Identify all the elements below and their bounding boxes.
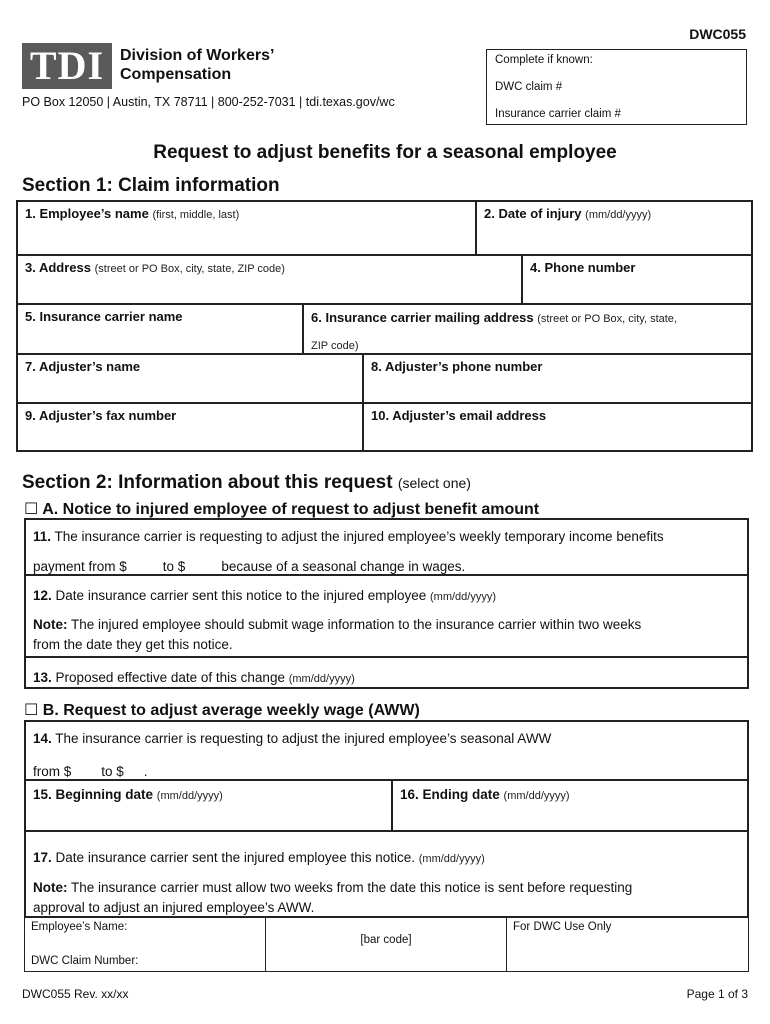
field-13[interactable]: 13. Proposed effective date of this change (mm/dd/yyyy) xyxy=(33,670,355,685)
note-a: Note: The injured employee should submit wage information to the insurance carrier within two weeks xyxy=(33,617,642,632)
form-number: DWC055 xyxy=(689,26,746,42)
address-field[interactable]: 3. Address (street or PO Box, city, state, ZIP code) xyxy=(25,260,285,275)
note-b-line-2: approval to adjust an injured employee’s AWW. xyxy=(33,900,315,915)
revision-label: DWC055 Rev. xx/xx xyxy=(22,987,129,1001)
adjuster-phone-field[interactable]: 8. Adjuster’s phone number xyxy=(371,359,543,374)
adjuster-name-field[interactable]: 7. Adjuster’s name xyxy=(25,359,141,374)
dwc-claim-field[interactable]: DWC claim # xyxy=(495,81,563,93)
section-1-heading: Section 1: Claim information xyxy=(22,175,280,196)
phone-number-field[interactable]: 4. Phone number xyxy=(530,260,636,275)
note-b: Note: The insurance carrier must allow two weeks from the date this notice is sent before requesting xyxy=(33,880,633,895)
dwc-claim-number: DWC Claim Number: xyxy=(31,955,139,967)
barcode-placeholder: [bar code] xyxy=(360,934,412,946)
carrier-claim-field[interactable]: Insurance carrier claim # xyxy=(495,108,621,120)
agency-line-2: Compensation xyxy=(120,66,232,83)
tdi-logo: TDI xyxy=(22,43,112,89)
dwc-use-strip xyxy=(24,917,749,972)
section-1-table xyxy=(16,200,753,452)
option-b-table xyxy=(24,720,749,918)
employee-name-field[interactable]: 1. Employee’s name (first, middle, last) xyxy=(25,206,240,221)
known-box-title: Complete if known: xyxy=(495,54,593,66)
adjuster-email-field[interactable]: 10. Adjuster’s email address xyxy=(371,408,547,423)
date-of-injury-field[interactable]: 2. Date of injury (mm/dd/yyyy) xyxy=(484,206,652,221)
dwc-employee-name: Employee’s Name: xyxy=(31,921,128,933)
section-2-heading: Section 2: Information about this request (select one) xyxy=(22,472,471,493)
for-dwc-use-only: For DWC Use Only xyxy=(513,921,612,933)
field-14[interactable]: 14. The insurance carrier is requesting to adjust the injured employee’s seasonal AWW from $ to $ . xyxy=(33,731,552,779)
carrier-name-field[interactable]: 5. Insurance carrier name xyxy=(25,309,183,324)
agency-line-1: Division of Workers’ xyxy=(120,47,275,64)
adjuster-fax-field[interactable]: 9. Adjuster’s fax number xyxy=(25,408,177,423)
option-a-checkbox[interactable]: ☐ A. Notice to injured employee of request to adjust benefit amount xyxy=(24,501,540,518)
page-number: Page 1 of 3 xyxy=(686,987,748,1001)
beginning-date-field[interactable]: 15. Beginning date (mm/dd/yyyy) xyxy=(33,787,223,802)
option-a-table xyxy=(24,518,749,689)
option-b-checkbox[interactable]: ☐ B. Request to adjust average weekly wage (AWW) xyxy=(24,702,420,719)
agency-name xyxy=(120,46,274,84)
note-a-line-2: from the date they get this notice. xyxy=(33,637,233,652)
ending-date-field[interactable]: 16. Ending date (mm/dd/yyyy) xyxy=(400,787,570,802)
field-17[interactable]: 17. Date insurance carrier sent the injured employee this notice. (mm/dd/yyyy) Note: The insurance carrier must allow two weeks from the date this notice is sent before requesting approval to adjust an injured employee’s AWW. xyxy=(26,846,747,922)
field-12[interactable]: 12. Date insurance carrier sent this notice to the injured employee (mm/dd/yyyy) Note: The injured employee should submit wage information to the insurance carrier within two weeks from the date they get this notice. xyxy=(26,584,747,659)
form-title: Request to adjust benefits for a seasonal employee xyxy=(153,142,617,163)
agency-contact: PO Box 12050 | Austin, TX 78711 | 800-252-7031 | tdi.texas.gov/wc xyxy=(22,95,395,109)
carrier-mailing-address-field[interactable]: 6. Insurance carrier mailing address (street or PO Box, city, state, ZIP code) xyxy=(311,310,677,352)
field-11[interactable]: 11. The insurance carrier is requesting to adjust the injured employee’s weekly temporary income benefits payment from $ to $ because of a seasonal change in wages. xyxy=(33,529,664,574)
complete-if-known-box xyxy=(486,49,747,125)
